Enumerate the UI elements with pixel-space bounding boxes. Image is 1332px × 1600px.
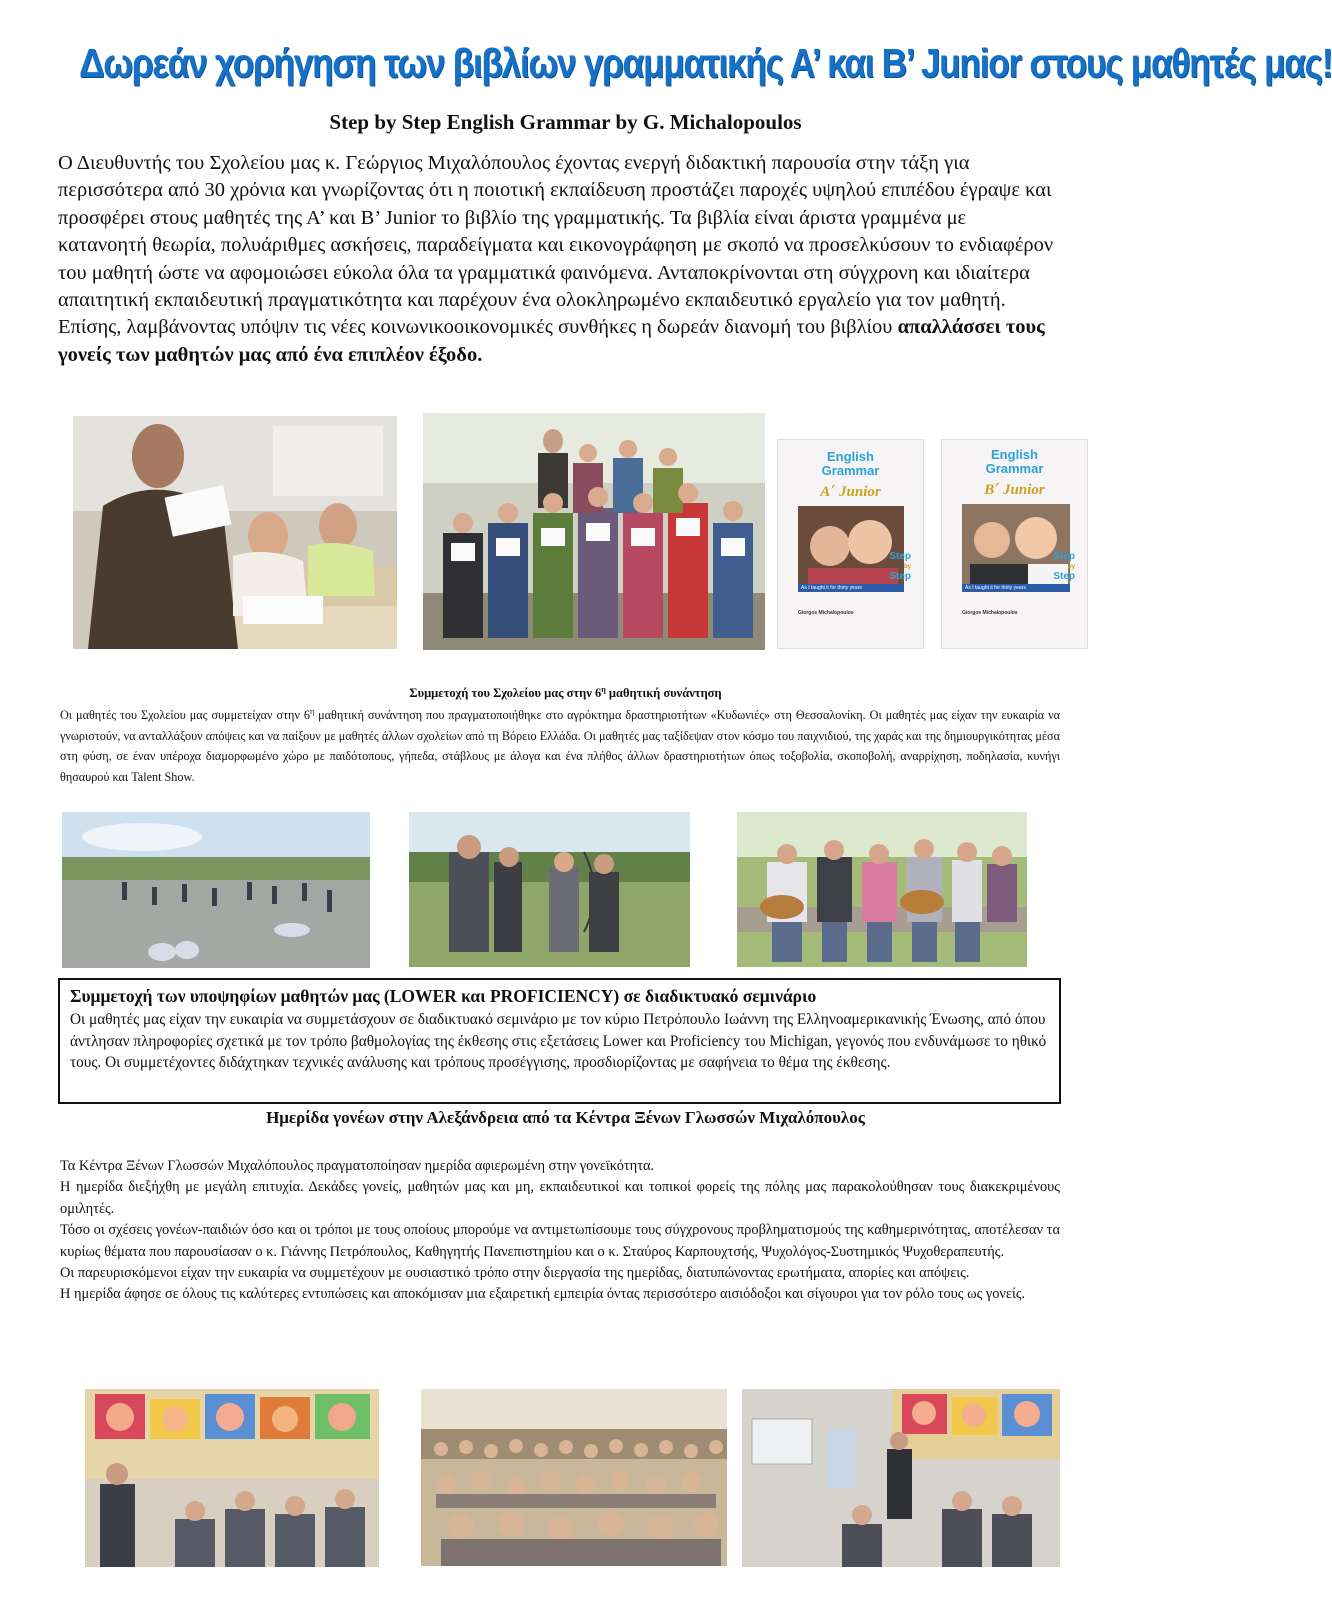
parents-day-paragraph: Η ημερίδα άφησε σε όλους τις καλύτερες εντυπώσεις και αποκόμισαν μια εξαιρετική εμπειρία όντας περισσότερο αισιόδοξοι και σίγουροι για τον ρόλο τους ως γονείς. <box>60 1286 1026 1303</box>
section-meeting-body-rest: μαθητική συνάντηση που πραγματοποιήθηκε στο αγρόκτημα δραστηριοτήτων «Κυδωνιές» στη Θεσσαλονίκη. Οι μαθητές μας είχαν την ευκαιρία να γνωριστούν, να ανταλλάξουν απόψεις και να παίξουν με μαθητές άλλων σχολείων από τη Βόρειο Ελλάδα. Οι μαθητές μας ταξίδεψαν στον κόσμο του παιχνιδιού, της χαράς και της δημιουργικότητας μέσα στη φύση, σε έναν υπέροχα διαμορφωμένο χώρο με παιδότοπους, γήπεδα, στάβλους με άλογα και ένα πλήθος άλλων δραστηριοτήτων όπως τοξοβολία, σκοποβολή, αναρρίχηση, ποδηλασία, κυνήγι θησαυρού και Talent Show. <box>60 708 1061 784</box>
cover-tagline: As I taught it for thirty years <box>962 584 1070 592</box>
section-meeting-title-text: Συμμετοχή του Σχολείου μας στην 6 <box>409 686 602 701</box>
parents-day-paragraph: Τα Κέντρα Ξένων Γλωσσών Μιχαλόπουλος πραγματοποίησαν ημερίδα αφιερωμένη στην γονεϊκότητα. <box>60 1158 655 1174</box>
photo-director-with-students <box>73 416 397 649</box>
cover-logo-by: by <box>903 564 911 570</box>
intro-text: Ο Διευθυντής του Σχολείου μας κ. Γεώργιος Μιχαλόπουλος έχοντας ενεργή διδακτική παρουσία στην τάξη για περισσότερα από 30 χρόνια και γνωρίζοντας ότι η ποιοτική εκπαίδευση προστάζει παροχές υψηλού επιπέδου έγραψε και προσφέρει στους μαθητές της Α’ και Β’ Junior το βιβλίο της γραμματικής. Τα βιβλία είναι άριστα γραμμένα με κατανοητή θεωρία, πολυάριθμες ασκήσεις, παραδείγματα και εικονογράφηση με σκοπό να προσελκύσουν το ενδιαφέρον του μαθητή ώστε να αφομοιώσει εύκολα όλα τα γραμματικά φαινόμενα. Ανταποκρίνονται στη σύγχρονη και ιδιαίτερα απαιτητική εκπαιδευτική πραγματικότητα και παρέχουν ένα ολοκληρωμένο εκπαιδευτικό εργαλείο για τον μαθητή. Επίσης, λαμβάνοντας υπόψιν τις νέες κοινωνικοοικονομικές συνθήκες η δωρεάν διανομή του βιβλίου <box>58 152 1054 339</box>
cover-logo <box>1053 552 1075 582</box>
photo-presentation-room <box>742 1389 1060 1567</box>
cover-logo-by: by <box>1067 564 1075 570</box>
cover-logo <box>889 552 911 582</box>
photo-schoolyard-games <box>62 812 370 968</box>
cover-title-line2: Grammar <box>821 463 880 478</box>
parents-day-title: Ημερίδα γονέων στην Αλεξάνδρεια από τα Κέντρα Ξένων Γλωσσών Μιχαλόπουλος <box>266 1108 865 1127</box>
cover-author: Giorgos Michalopoulos <box>962 610 1018 616</box>
cover-title-line1: English <box>827 449 874 464</box>
book-cover-b-junior <box>941 439 1088 649</box>
cover-logo-step: Step <box>1053 551 1075 562</box>
photo-audience-hall <box>421 1389 727 1566</box>
book-subtitle: Step by Step English Grammar by G. Michalopoulos <box>329 110 802 134</box>
parents-day-paragraph: Οι παρευρισκόμενοι είχαν την ευκαιρία να συμμετέχουν με ουσιαστικό τρόπο στην διεργασία της ημερίδας, διατυπώνοντας ερωτήματα, απορίες και απόψεις. <box>60 1265 970 1282</box>
cover-logo-step: Step <box>889 551 911 562</box>
cover-logo-step2: Step <box>889 571 911 582</box>
cover-level: B΄ Junior <box>984 482 1045 498</box>
webinar-box <box>58 978 1061 1104</box>
cover-logo-step2: Step <box>1053 571 1075 582</box>
intro-paragraph <box>58 150 1058 369</box>
page-headline: Δωρεάν χορήγηση των βιβλίων γραμματικής Α’ και Β’ Junior στους μαθητές μας! <box>79 40 1332 86</box>
section-meeting-title <box>0 685 1131 701</box>
parents-day-paragraph: Η ημερίδα διεξήχθη με μεγάλη επιτυχία. Δεκάδες γονείς, μαθητών μας και μη, εκπαιδευτικοί και τοπικοί φορείς της πόλης μας παρακολούθησαν τους διακεκριμένους ομιλητές. <box>60 1179 1060 1217</box>
section-meeting-body-sup: η <box>309 707 315 716</box>
parents-day-paragraph: Τόσο οι σχέσεις γονέων-παιδιών όσο και οι τρόποι με τους οποίους μπορούμε να αντιμετωπίσουμε τους σύγχρονους προβληματισμούς της καθημερινότητας, αποτέλεσαν τα κυρίως θέματα που παρουσίασαν ο κ. Γιάννης Πετρόπουλος, Καθηγητής Πανεπιστημίου και ο κ. Σταύρος Καρπουχτσής, Ψυχολόγος-Συστημικός Ψυχοθεραπευτής. <box>60 1222 1060 1260</box>
photo-speaker-classroom <box>85 1389 379 1567</box>
photo-class-with-books <box>423 413 765 650</box>
webinar-body: Οι μαθητές μας είχαν την ευκαιρία να συμμετάσχουν σε διαδικτυακό σεμινάριο με τον κύριο Πετρόπουλο Ιωάννη της Ελληνοαμερικανικής Ένωσης, από όπου άντλησαν πληροφορίες σχετικά με τον τρόπο βαθμολογίας της έκθεσης στις εξετάσεις Lower και Proficiency του Michigan, γεγονός που ενδυνάμωσε το ηθικό τους. Οι συμμετέχοντες διδάχτηκαν τεχνικές ανάλυσης και τρόπους προσέγγισης, προσδιορίζοντας με σαφήνεια το θέμα της έκθεσης. <box>70 1011 1047 1072</box>
section-meeting-body <box>60 702 1060 787</box>
cover-title-line2: Grammar <box>985 461 1044 476</box>
section-meeting-body-text: Οι μαθητές του Σχολείου μας συμμετείχαν στην 6 <box>60 708 310 723</box>
cover-photo-children <box>798 506 904 584</box>
cover-title-line1: English <box>991 447 1038 462</box>
cover-level: A΄ Junior <box>820 484 881 500</box>
photo-students-guitars <box>737 812 1027 967</box>
webinar-title: Συμμετοχή των υποψηφίων μαθητών μας (LOWER και PROFICIENCY) σε διαδικτυακό σεμινάριο <box>70 986 817 1006</box>
section-meeting-title-sup: η <box>601 685 606 694</box>
photo-archery <box>409 812 690 967</box>
intro-bold-text: απαλλάσσει τους γονείς των μαθητών μας από ένα επιπλέον έξοδο. <box>58 316 1045 366</box>
cover-author: Giorgos Michalopoulos <box>798 610 854 616</box>
parents-day-body <box>60 1156 1060 1306</box>
cover-tagline: As I taught it for thirty years <box>798 584 904 592</box>
section-meeting-title-rest: μαθητική συνάντηση <box>605 686 722 701</box>
book-cover-a-junior <box>777 439 924 649</box>
